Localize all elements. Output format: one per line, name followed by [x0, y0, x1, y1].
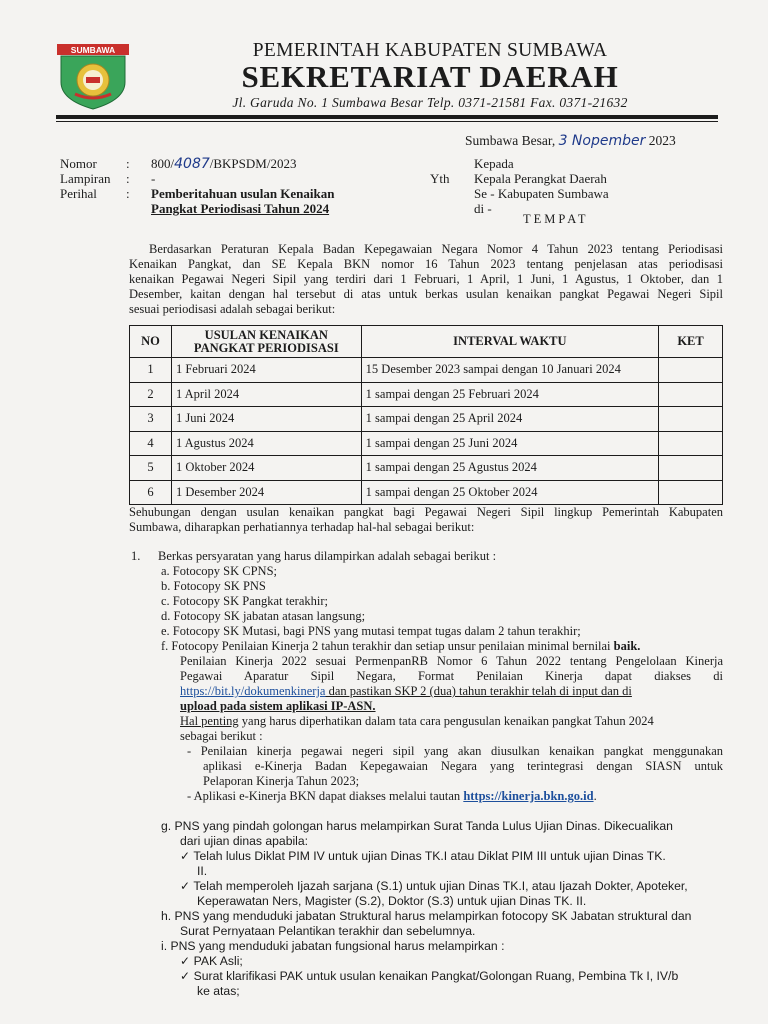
dokumen-kinerja-link[interactable]: https://bit.ly/dokumenkinerja — [180, 684, 326, 698]
recipient-place: TEMPAT — [523, 212, 589, 226]
intro-line-4: Desember, kaitan dengan hal tersebut di atas untuk berkas usulan kenaikan pangkat Pegawai Negeri Sipil — [129, 287, 723, 301]
letterhead-thin-rule — [56, 121, 718, 122]
table-header-row — [130, 326, 723, 358]
list-item-c: c. Fotocopy SK Pangkat terakhir; — [161, 594, 328, 608]
letter-subject-line2: Pangkat Periodisasi Tahun 2024 — [151, 201, 330, 216]
letterhead-office: SEKRETARIAT DAERAH — [241, 59, 619, 94]
list-item-f-sub-1: - Penilaian kinerja pegawai negeri sipil yang akan diusulkan kenaikan pangkat menggunakan — [187, 744, 723, 758]
handwritten-date: 3 Nopember — [558, 133, 646, 149]
letter-date: Sumbawa Besar, 3 Nopember 2023 — [465, 133, 676, 149]
list-item-f-sub-1-line-3: Pelaporan Kinerja Tahun 2023; — [203, 774, 360, 788]
list-item-i-check-1: ✓ PAK Asli; — [180, 954, 243, 968]
list-number-1: 1. — [131, 549, 141, 563]
table-row: 4 1 Agustus 2024 1 sampai dengan 25 Juni 2024 — [130, 431, 723, 456]
col-header-interval: INTERVAL WAKTU — [361, 326, 658, 358]
table-row: 2 1 April 2024 1 sampai dengan 25 Februari 2024 — [130, 382, 723, 407]
intro-line-1: Berdasarkan Peraturan Kepala Badan Kepegawaian Negara Nomor 4 Tahun 2023 tentang Periodisasi — [149, 242, 723, 256]
list-item-g-check-2: ✓ Telah memperoleh Ijazah sarjana (S.1) untuk ujian Dinas TK.I, atau Ijazah Dokter, Apoteker, — [180, 879, 688, 893]
list-item-f-line-3: Pegawai Aparatur Sipil Negara, Format Penilaian Kinerja dapat diakses di — [180, 669, 723, 683]
col-header-usulan: USULAN KENAIKAN PANGKAT PERIODISASI — [171, 326, 361, 358]
list-item-i-check-2: ✓ Surat klarifikasi PAK untuk usulan kenaikan Pangkat/Golongan Ruang, Pembina Tk I, IV/b — [180, 969, 679, 983]
list-item-f: f. Fotocopy Penilaian Kinerja 2 tahun terakhir dan setiap unsur penilaian minimal bernilai baik. — [161, 639, 641, 653]
table-row: 3 1 Juni 2024 1 sampai dengan 25 April 2024 — [130, 407, 723, 432]
intro-line-2: Kenaikan Pangkat, dan SE Kepala BKN nomor 16 Tahun 2023 tentang penjelasan atas periodisasi — [129, 257, 723, 271]
list-item-f-line-7: sebagai berikut : — [180, 729, 263, 743]
recipient-address: Kepada Yth Kepala Perangkat Daerah Se - Kabupaten Sumbawa di - — [430, 156, 609, 216]
letter-meta: Nomor : 800/4087/BKPSDM/2023 Lampiran : - Perihal : Pemberitahuan usulan Kenaikan Pangkat Periodisasi Tahun 2024 — [60, 156, 335, 216]
table-row: 1 1 Februari 2024 15 Desember 2023 sampai dengan 10 Januari 2024 — [130, 358, 723, 383]
list-item-b: b. Fotocopy SK PNS — [161, 579, 266, 593]
list-item-g: g. PNS yang pindah golongan harus melampirkan Surat Tanda Lulus Ujian Dinas. Dikecualikan — [161, 819, 673, 833]
list-item-g-check-1-line-2: II. — [197, 864, 208, 878]
list-item-f-line-5: upload pada sistem aplikasi IP-ASN. — [180, 699, 376, 713]
sumbawa-emblem-icon — [55, 44, 131, 110]
intro-line-3: kenaikan Pegawai Negeri Sipil yang terdiri dari 1 Februari, 1 April, 1 Juni, 1 Agustus, 1 Oktober, dan 1 — [129, 272, 723, 286]
letterhead-address: Jl. Garuda No. 1 Sumbawa Besar Telp. 0371-21581 Fax. 0371-21632 — [232, 95, 628, 110]
svg-text:SUMBAWA: SUMBAWA — [70, 45, 116, 55]
list-item-f-line-6: Hal penting yang harus diperhatikan dalam tata cara pengusulan kenaikan pangkat Tahun 2024 — [180, 714, 654, 728]
list-item-g-check-2-line-2: Keperawatan Ners, Magister (S.2), Doktor (S.3) untuk ujian Dinas TK. II. — [197, 894, 587, 908]
col-header-ket: KET — [659, 326, 723, 358]
after-table-line-1: Sehubungan dengan usulan kenaikan pangkat bagi Pegawai Negeri Sipil lingkup Pemerintah Kabupaten — [129, 505, 723, 519]
list-item-1: Berkas persyaratan yang harus dilampirkan adalah sebagai berikut : — [158, 549, 497, 563]
list-item-f-line-2: Penilaian Kinerja 2022 sesuai PermenpanRB Nomor 6 Tahun 2022 tentang Pengelolaan Kinerja — [180, 654, 723, 668]
list-item-h: h. PNS yang menduduki jabatan Struktural harus melampirkan fotocopy SK Jabatan struktural dan — [161, 909, 692, 923]
list-item-i: i. PNS yang menduduki jabatan fungsional harus melampirkan : — [161, 939, 505, 953]
table-row: 5 1 Oktober 2024 1 sampai dengan 25 Agustus 2024 — [130, 456, 723, 481]
after-table-line-2: Sumbawa, diharapkan perhatiannya terhadap hal-hal sebagai berikut: — [129, 520, 475, 534]
col-header-no: NO — [130, 326, 172, 358]
list-item-a: a. Fotocopy SK CPNS; — [161, 564, 277, 578]
letterhead-government: PEMERINTAH KABUPATEN SUMBAWA — [252, 40, 608, 61]
list-item-e: e. Fotocopy SK Mutasi, bagi PNS yang mutasi tempat tugas dalam 2 tahun terakhir; — [161, 624, 581, 638]
list-item-i-check-2-line-2: ke atas; — [197, 984, 240, 998]
kinerja-bkn-link[interactable]: https://kinerja.bkn.go.id — [463, 789, 594, 803]
periodization-table — [129, 325, 723, 505]
list-item-d: d. Fotocopy SK jabatan atasan langsung; — [161, 609, 366, 623]
letter-attachment: - — [151, 171, 156, 186]
list-item-g-check-1: ✓ Telah lulus Diklat PIM IV untuk ujian Dinas TK.I atau Diklat PIM III untuk ujian Dinas TK. — [180, 849, 666, 863]
letter-subject-line1: Pemberitahuan usulan Kenaikan — [151, 186, 335, 201]
list-item-h-line-2: Surat Pernyataan Pelantikan terakhir dan sebelumnya. — [180, 924, 476, 938]
list-item-f-sub-1-line-2: aplikasi e-Kinerja Badan Kepegawaian Negara yang terintegrasi dengan SIASN untuk — [203, 759, 723, 773]
handwritten-number: 4087 — [174, 156, 210, 172]
list-item-f-line-4: https://bit.ly/dokumenkinerja dan pastikan SKP 2 (dua) tahun terakhir telah di input dan di — [180, 684, 632, 698]
intro-line-5: sesuai periodisasi adalah sebagai berikut: — [129, 302, 336, 316]
list-item-f-sub-2: - Aplikasi e-Kinerja BKN dapat diakses melalui tautan https://kinerja.bkn.go.id. — [187, 789, 597, 803]
list-item-g-line-2: dari ujian dinas apabila: — [180, 834, 309, 848]
letter-number: 800/4087/BKPSDM/2023 — [151, 156, 297, 172]
table-row: 6 1 Desember 2024 1 sampai dengan 25 Oktober 2024 — [130, 480, 723, 505]
letterhead-thick-rule — [56, 115, 718, 119]
